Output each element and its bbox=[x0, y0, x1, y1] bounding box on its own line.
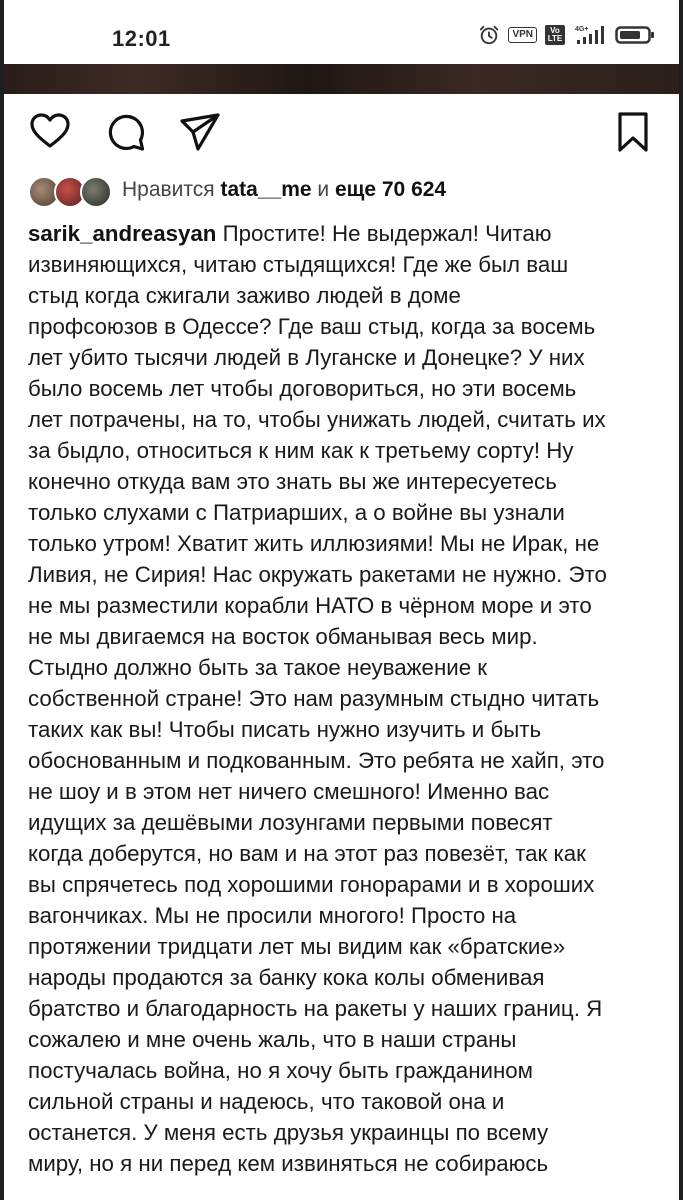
heart-icon bbox=[28, 110, 72, 154]
caption-line: только утром! Хватит жить иллюзиями! Мы не Ирак, не bbox=[28, 531, 600, 556]
caption-line: протяжении тридцати лет мы видим как «братские» bbox=[28, 934, 566, 959]
caption-line: таких как вы! Чтобы писать нужно изучить и быть bbox=[28, 717, 542, 742]
caption-line: останется. У меня есть друзья украинцы по всему bbox=[28, 1120, 549, 1145]
comment-button[interactable] bbox=[104, 110, 148, 154]
caption-line: сильной страны и надеюсь, что таковой она и bbox=[28, 1089, 505, 1114]
likes-middle: и bbox=[311, 178, 335, 201]
avatar bbox=[80, 176, 112, 208]
caption-line: вы спрячетесь под хорошими гонорарами и в хороших bbox=[28, 872, 595, 897]
caption-line: когда доберутся, но вам и на этот раз повезёт, так как bbox=[28, 841, 586, 866]
caption-line: не мы двигаемся на восток обманывая весь мир. bbox=[28, 624, 538, 649]
screen-edge-left bbox=[0, 0, 4, 1200]
caption-line: профсоюзов в Одессе? Где ваш стыд, когда за восемь bbox=[28, 314, 596, 339]
likes-count[interactable]: еще 70 624 bbox=[334, 178, 447, 201]
post-caption bbox=[28, 218, 668, 1179]
likes-row bbox=[28, 170, 655, 210]
caption-line: обоснованным и подкованным. Это ребята не хайп, это bbox=[28, 748, 605, 773]
caption-line: миру, но я ни перед кем извиняться не собираюсь bbox=[28, 1151, 549, 1176]
alarm-icon bbox=[478, 24, 500, 46]
network-type-label: 4G+ bbox=[575, 26, 589, 33]
caption-line: сожалею и мне очень жаль, что в наши страны bbox=[28, 1027, 517, 1052]
caption-line: за быдло, относиться к ним как к третьему сорту! Ну bbox=[28, 438, 574, 463]
likes-user-link[interactable]: tata__me bbox=[220, 178, 312, 201]
caption-line: народы продаются за банку кока колы обменивая bbox=[28, 965, 545, 990]
vpn-icon: VPN bbox=[508, 27, 537, 43]
volte-icon: Vo LTE bbox=[545, 25, 565, 45]
signal-icon bbox=[573, 24, 607, 46]
caption-line: не мы разместили корабли НАТО в чёрном море и это bbox=[28, 593, 592, 618]
save-button[interactable] bbox=[611, 110, 655, 154]
likes-prefix: Нравится bbox=[122, 178, 221, 201]
caption-line: было восемь лет чтобы договориться, но эти восемь bbox=[28, 376, 577, 401]
liker-avatars[interactable] bbox=[28, 174, 112, 206]
caption-line: Стыдно должно быть за такое неуважение к bbox=[28, 655, 488, 680]
status-icons bbox=[478, 24, 655, 46]
post-image[interactable] bbox=[4, 64, 679, 94]
send-icon bbox=[178, 110, 222, 154]
caption-line: не шоу и в этом нет ничего смешного! Именно вас bbox=[28, 779, 550, 804]
likes-summary[interactable] bbox=[122, 178, 446, 202]
caption-line: только слухами с Патриарших, а о войне вы узнали bbox=[28, 500, 565, 525]
caption-line: извиняющихся, читаю стыдящихся! Где же был ваш bbox=[28, 252, 569, 277]
caption-line: постучалась война, но я хочу быть гражданином bbox=[28, 1058, 534, 1083]
caption-line: собственной стране! Это нам разумным стыдно читать bbox=[28, 686, 600, 711]
caption-line: Ливия, не Сирия! Нас окружать ракетами не нужно. Это bbox=[28, 562, 607, 587]
caption-line bbox=[28, 218, 668, 249]
caption-line: идущих за дешёвыми лозунгами первыми повесят bbox=[28, 810, 553, 835]
caption-line: конечно откуда вам это знать вы же интересуетесь bbox=[28, 469, 557, 494]
status-time: 12:01 bbox=[112, 26, 171, 51]
caption-line: братство и благодарность на ракеты у наших границ. Я bbox=[28, 996, 603, 1021]
caption-line: вагончиках. Мы не просили многого! Просто на bbox=[28, 903, 517, 928]
comment-icon bbox=[104, 110, 148, 154]
caption-username[interactable]: sarik_andreasyan bbox=[28, 221, 217, 246]
caption-text: Простите! Не выдержал! Читаю bbox=[216, 221, 552, 246]
bookmark-icon bbox=[611, 110, 655, 154]
post-action-bar bbox=[28, 110, 655, 158]
status-bar bbox=[4, 0, 679, 64]
caption-line: лет потрачены, на то, чтобы унижать людей, считать их bbox=[28, 407, 606, 432]
share-button[interactable] bbox=[178, 110, 222, 154]
caption-line: лет убито тысячи людей в Луганске и Донецке? У них bbox=[28, 345, 585, 370]
screen-edge-right bbox=[679, 0, 683, 1200]
caption-line: стыд когда сжигали заживо людей в доме bbox=[28, 283, 461, 308]
battery-icon bbox=[615, 25, 655, 45]
like-button[interactable] bbox=[28, 110, 72, 154]
